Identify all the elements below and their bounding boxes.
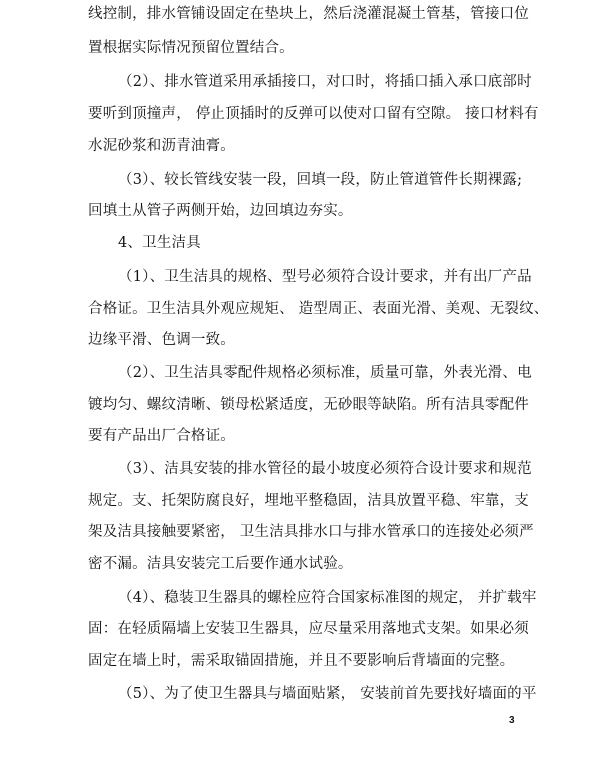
text-line: 合格证。卫生洁具外观应规矩、 造型周正、表面光滑、美观、无裂纹、 [88, 301, 549, 317]
text-line: 要听到顶撞声， 停止顶插时的反弹可以使对口留有空隙。 接口材料有 [88, 106, 539, 122]
text-line: 密不漏。洁具安装完工后要作通水试验。 [88, 556, 353, 572]
text-line: （3）、较长管线安装一段，回填一段，防止管道管件长期裸露; [118, 172, 523, 188]
text-line: （1）、卫生洁具的规格、型号必须符合设计要求，并有出厂产品 [118, 269, 532, 285]
text-line: 规定。支、托架防腐良好，埋地平整稳固，洁具放置平稳、牢靠，支 [88, 493, 529, 509]
text-line: 镀均匀、螺纹清晰、锁母松紧适度，无砂眼等缺陷。所有洁具零配件 [88, 397, 529, 413]
text-line: （2）、卫生洁具零配件规格必须标准，质量可靠，外表光滑、电 [118, 365, 532, 381]
text-line: （2）、排水管道采用承插接口，对口时，将插口插入承口底部时 [118, 74, 532, 90]
text-line: （4）、稳装卫生器具的螺栓应符合国家标准图的规定， 并扩载牢 [118, 590, 537, 606]
text-line: 边缘平滑、色调一致。 [88, 332, 235, 348]
text-line: 要有产品出厂合格证。 [88, 428, 235, 444]
text-line: （5）、为了使卫生器具与墙面贴紧， 安装前首先要找好墙面的平 [118, 686, 537, 702]
text-line: 置根据实际情况预留位置结合。 [88, 40, 294, 56]
text-line: 固定在墙上时，需采取锚固措施，并且不要影响后背墙面的完整。 [88, 653, 515, 669]
text-line: （3）、洁具安装的排水管径的最小坡度必须符合设计要求和规范 [118, 461, 532, 477]
text-line: 架及洁具接触要紧密， 卫生洁具排水口与排水管承口的连接处必须严 [88, 524, 534, 540]
text-line: 固：在轻质隔墙上安装卫生器具，应尽量采用落地式支架。如果必须 [88, 621, 529, 637]
text-line: 水泥砂浆和沥青油膏。 [88, 138, 235, 154]
text-line: 线控制，排水管铺设固定在垫块上，然后浇灌混凝土管基，管接口位 [88, 6, 529, 22]
page-number: 3 [509, 715, 515, 726]
section-heading: 4、卫生洁具 [118, 235, 201, 251]
text-line: 回填土从管子两侧开始，边回填边夯实。 [88, 203, 353, 219]
